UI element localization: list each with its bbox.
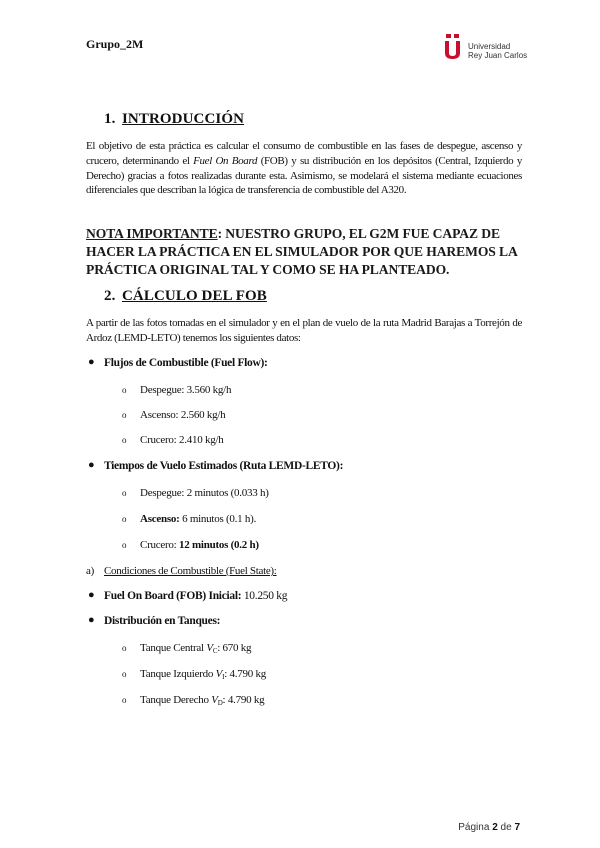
tank-name: Tanque Central: [140, 642, 207, 654]
section2-number: 2.: [104, 288, 116, 304]
flight-time-value: 12 minutos (0.2 h): [176, 539, 259, 551]
tank-variable: V: [215, 668, 223, 680]
section1-paragraph-part2: (FOB) y su distribución en los depósitos (Central, Izquierdo y Derecho) gracias a fotos realizadas durante esta. Asimismo, se modelará el sistema mediante ecuaciones diferenciales que describan la lógica de transferencia de combustible del A320.: [86, 154, 522, 197]
page-word: Página: [458, 822, 490, 833]
fuel-flow-item-text: Crucero: 2.410 kg/h: [140, 434, 224, 446]
tank-subscript: C: [212, 647, 218, 655]
tank-subscript: D: [217, 699, 223, 707]
fuel-flow-heading: Flujos de Combustible (Fuel Flow):: [104, 357, 268, 369]
university-logo: [443, 33, 583, 63]
section1-paragraph-part1: El objetivo de esta práctica es calcular el consumo de combustible en las fases de despegue, ascenso y crucero, determinando el: [86, 140, 522, 167]
tank-variable: V: [211, 694, 218, 706]
tank-value: : 4.790 kg: [222, 694, 265, 706]
fuel-flow-item-text: Ascenso: 2.560 kg/h: [140, 409, 226, 421]
page-current: 2: [492, 822, 498, 833]
tank-variable: V: [206, 642, 213, 654]
section2-heading: [104, 288, 267, 305]
flight-time-label: Crucero:: [140, 539, 177, 551]
section2-title: CÁLCULO DEL FOB: [122, 288, 267, 304]
important-note: [86, 225, 526, 279]
header-group-label: Grupo_2M: [86, 37, 144, 51]
page-number: [458, 822, 520, 833]
sub-bullet-icon: o: [122, 385, 127, 395]
section2-intro: A partir de las fotos tomadas en el simulador y en el plan de vuelo de la ruta Madrid Barajas a Torrejón de Ardoz (LEMD-LETO) tenemos los siguientes datos:: [86, 317, 522, 344]
tank-name: Tanque Izquierdo: [140, 668, 216, 680]
sub-bullet-icon: o: [122, 695, 127, 705]
bullet-dot-icon: ●: [88, 614, 95, 626]
bullet-dot-icon: ●: [88, 589, 95, 601]
bullet-dot-icon: ●: [88, 459, 95, 471]
university-name-line2: Rey Juan Carlos: [468, 51, 528, 60]
tank-value: : 4.790 kg: [224, 668, 267, 680]
important-note-label: NOTA IMPORTANTE: [86, 226, 218, 241]
sub-bullet-icon: o: [122, 514, 127, 524]
fob-initial-value: 10.250 kg: [241, 590, 288, 602]
sub-bullet-icon: o: [122, 669, 127, 679]
flight-time-label: Despegue:: [140, 487, 185, 499]
bullet-dot-icon: ●: [88, 356, 95, 368]
section1-title: INTRODUCCIÓN: [122, 111, 245, 127]
section1-paragraph: [86, 139, 522, 198]
sub-bullet-icon: o: [122, 643, 127, 653]
fuel-state-label: a): [86, 565, 94, 577]
section1-number: 1.: [104, 111, 116, 127]
flight-time-value: 2 minutos (0.033 h): [184, 487, 269, 499]
flight-time-value: 6 minutos (0.1 h).: [179, 513, 257, 525]
tanks-heading: Distribución en Tanques:: [104, 615, 221, 627]
fuel-flow-item-text: Despegue: 3.560 kg/h: [140, 384, 232, 396]
page-of-word: de: [500, 822, 512, 833]
page-total: 7: [514, 822, 520, 833]
university-name-line1: Universidad: [468, 42, 511, 51]
fob-initial-label: Fuel On Board (FOB) Inicial:: [104, 590, 242, 602]
important-note-text: : NUESTRO GRUPO, EL G2M FUE CAPAZ DE HACER LA PRÁCTICA EN EL SIMULADOR POR QUE HAREMOS LA PRÁCTICA ORIGINAL TAL Y COMO SE HA PLANTEADO.: [86, 226, 517, 277]
flight-times-heading: Tiempos de Vuelo Estimados (Ruta LEMD-LETO):: [104, 460, 344, 472]
section1-paragraph-italic: Fuel On Board: [193, 154, 258, 167]
fuel-state-title: Condiciones de Combustible (Fuel State):: [104, 565, 277, 577]
university-crest-icon: [443, 33, 463, 61]
tank-value: : 670 kg: [217, 642, 252, 654]
sub-bullet-icon: o: [122, 410, 127, 420]
sub-bullet-icon: o: [122, 435, 127, 445]
tank-subscript: I: [222, 673, 225, 681]
section1-heading: [104, 111, 244, 128]
tank-name: Tanque Derecho: [140, 694, 212, 706]
flight-time-label: Ascenso:: [140, 513, 180, 525]
sub-bullet-icon: o: [122, 488, 127, 498]
sub-bullet-icon: o: [122, 540, 127, 550]
